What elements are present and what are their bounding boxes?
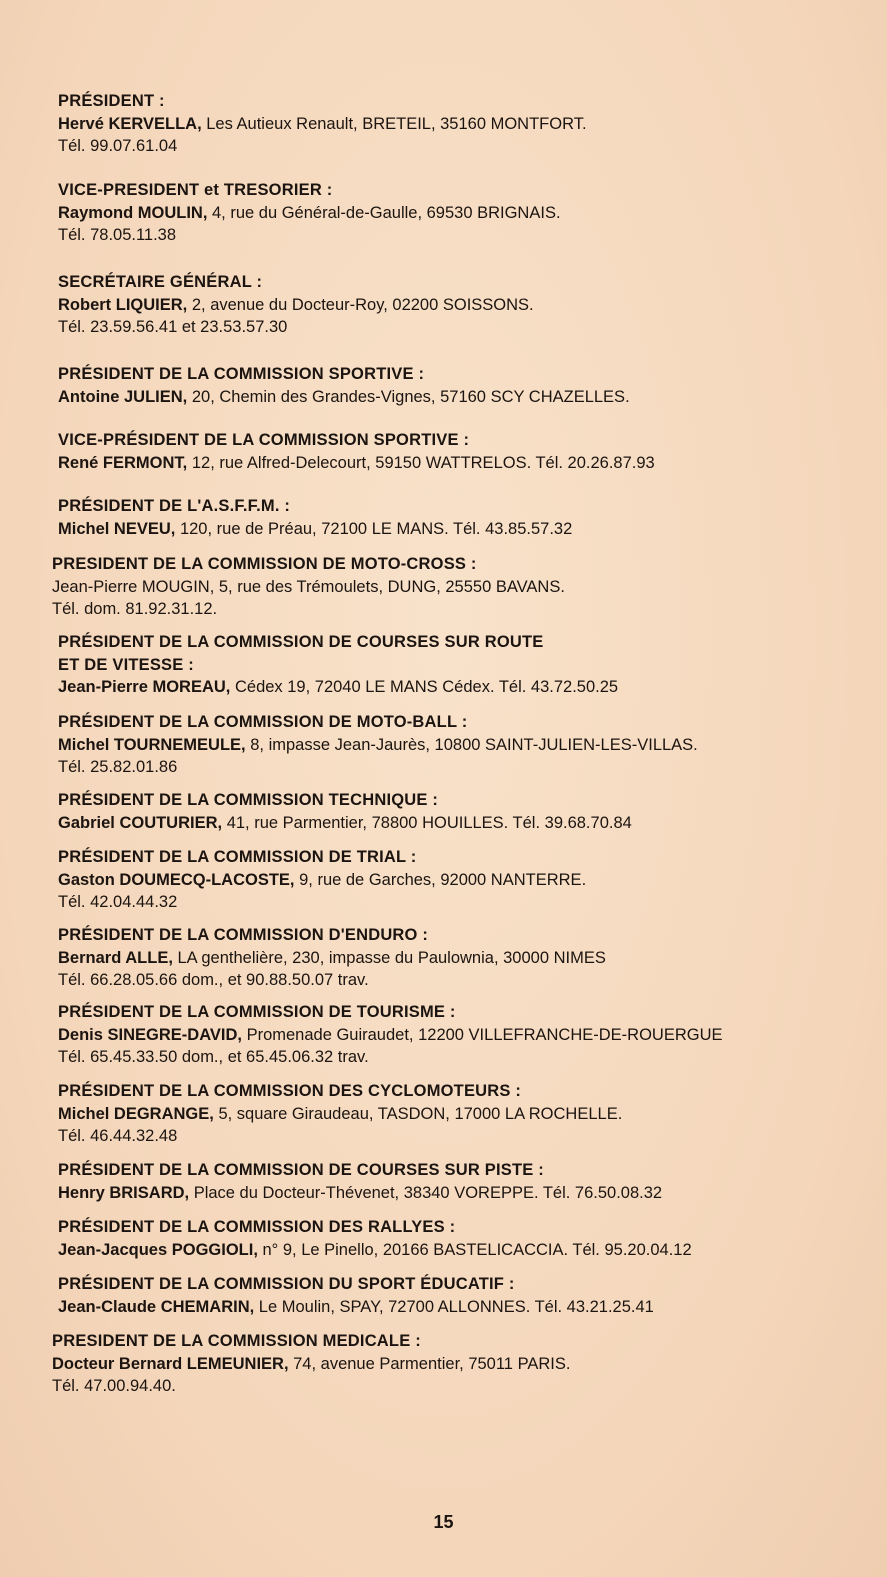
entry-secretary-general <box>58 271 858 339</box>
phone-text: Tél. 42.04.44.32 <box>58 893 178 911</box>
entry-line <box>58 869 858 892</box>
address-text: 4, rue du Général-de-Gaulle, 69530 BRIGNAIS. <box>207 203 561 222</box>
entry-title: PRESIDENT DE LA COMMISSION MEDICALE : <box>52 1332 421 1350</box>
entry-rally-commission <box>58 1216 858 1261</box>
entry-line <box>58 969 858 992</box>
entry-title: PRÉSIDENT DE LA COMMISSION DE TRIAL : <box>58 848 417 866</box>
person-name: Raymond MOULIN, <box>58 203 208 222</box>
entry-line <box>52 576 852 599</box>
address-text: 9, rue de Garches, 92000 NANTERRE. <box>294 870 587 889</box>
address-text: 20, Chemin des Grandes-Vignes, 57160 SCY CHAZELLES. <box>187 387 630 406</box>
entry-title: PRÉSIDENT DE LA COMMISSION DE TOURISME : <box>58 1003 456 1021</box>
address-text: Place du Docteur-Thévenet, 38340 VOREPPE. Tél. 76.50.08.32 <box>189 1183 663 1202</box>
phone-text: Tél. dom. 81.92.31.12. <box>52 600 218 618</box>
person-name: Denis SINEGRE-DAVID, <box>58 1025 242 1044</box>
person-name: Jean-Jacques POGGIOLI, <box>58 1240 258 1259</box>
address-text: Promenade Guiraudet, 12200 VILLEFRANCHE-DE-ROUERGUE <box>241 1025 723 1044</box>
entry-title: SECRÉTAIRE GÉNÉRAL : <box>58 273 263 291</box>
entry-vice-president-treasurer <box>58 179 858 247</box>
entry-line <box>58 294 858 317</box>
entry-moped-commission <box>58 1080 858 1148</box>
entry-medical-commission <box>52 1330 852 1398</box>
phone-text: Tél. 65.45.33.50 dom., et 65.45.06.32 trav. <box>58 1048 369 1066</box>
entry-line <box>58 316 858 339</box>
entry-tourism-commission <box>58 1001 858 1069</box>
address-text: 120, rue de Préau, 72100 LE MANS. Tél. 43.85.57.32 <box>175 519 573 538</box>
entry-technical-commission <box>58 789 858 834</box>
entry-title: PRÉSIDENT DE LA COMMISSION TECHNIQUE : <box>58 791 439 809</box>
entry-title: PRÉSIDENT : <box>58 92 165 110</box>
page-number: 15 <box>433 1512 454 1532</box>
person-name: Henry BRISARD, <box>58 1183 190 1202</box>
entry-road-racing-commission <box>58 631 858 699</box>
entry-line <box>58 1239 858 1262</box>
entry-sport-commission-president <box>58 363 858 408</box>
entry-title: PRÉSIDENT DE LA COMMISSION DE COURSES SUR ROUTE <box>58 633 544 651</box>
entry-title: PRÉSIDENT DE LA COMMISSION D'ENDURO : <box>58 926 429 944</box>
entry-line <box>58 676 858 699</box>
entry-title: PRÉSIDENT DE LA COMMISSION DES RALLYES : <box>58 1218 456 1236</box>
person-name: Docteur Bernard LEMEUNIER, <box>52 1354 289 1373</box>
entry-motoball-commission <box>58 711 858 779</box>
phone-text: Tél. 78.05.11.38 <box>58 226 177 244</box>
entry-president <box>58 90 858 158</box>
person-name: Hervé KERVELLA, <box>58 114 202 133</box>
entry-sport-commission-vice-president <box>58 429 858 474</box>
entry-asffm-president <box>58 495 858 540</box>
entry-line <box>58 947 858 970</box>
phone-text: Tél. 46.44.32.48 <box>58 1127 178 1145</box>
person-name: Bernard ALLE, <box>58 948 173 967</box>
entry-line <box>58 734 858 757</box>
entry-line <box>58 224 858 247</box>
address-text: Les Autieux Renault, BRETEIL, 35160 MONTFORT. <box>201 114 587 133</box>
entry-line <box>58 113 858 136</box>
address-text: 12, rue Alfred-Delecourt, 59150 WATTRELOS. Tél. 20.26.87.93 <box>187 453 655 472</box>
phone-text: Tél. 23.59.56.41 et 23.53.57.30 <box>58 318 288 336</box>
entry-line <box>58 1182 858 1205</box>
entry-line <box>58 1296 858 1319</box>
entry-line <box>52 1353 852 1376</box>
address-text: 8, impasse Jean-Jaurès, 10800 SAINT-JULIEN-LES-VILLAS. <box>245 735 698 754</box>
person-name: Jean-Claude CHEMARIN, <box>58 1297 255 1316</box>
entry-line <box>52 598 852 621</box>
entry-title: PRÉSIDENT DE LA COMMISSION DES CYCLOMOTEURS : <box>58 1082 522 1100</box>
entry-line <box>58 1024 858 1047</box>
phone-text: Tél. 66.28.05.66 dom., et 90.88.50.07 trav. <box>58 971 369 989</box>
entry-title: PRÉSIDENT DE L'A.S.F.F.M. : <box>58 497 291 515</box>
person-name: René FERMONT, <box>58 453 188 472</box>
person-name: Jean-Pierre MOREAU, <box>58 678 231 696</box>
entry-line <box>58 202 858 225</box>
address-text: Cédex 19, 72040 LE MANS Cédex. Tél. 43.72.50.25 <box>230 678 619 696</box>
person-name: Gaston DOUMECQ-LACOSTE, <box>58 870 295 889</box>
phone-text: Tél. 25.82.01.86 <box>58 758 178 776</box>
entry-trial-commission <box>58 846 858 914</box>
entry-line <box>58 1125 858 1148</box>
entry-educational-sport-commission <box>58 1273 858 1318</box>
person-name: Michel TOURNEMEULE, <box>58 735 246 754</box>
entry-line <box>58 518 858 541</box>
person-name: Robert LIQUIER, <box>58 295 188 314</box>
entry-title: PRESIDENT DE LA COMMISSION DE MOTO-CROSS : <box>52 555 477 573</box>
address-text: 41, rue Parmentier, 78800 HOUILLES. Tél. 39.68.70.84 <box>222 813 632 832</box>
person-name: Antoine JULIEN, <box>58 387 188 406</box>
address-text: Le Moulin, SPAY, 72700 ALLONNES. Tél. 43.21.25.41 <box>254 1297 654 1316</box>
entry-line <box>58 812 858 835</box>
entry-title: VICE-PRESIDENT et TRESORIER : <box>58 181 333 199</box>
entry-line <box>58 1103 858 1126</box>
entry-line <box>52 1375 852 1398</box>
entry-line <box>58 135 858 158</box>
entry-line <box>58 386 858 409</box>
entry-title: VICE-PRÉSIDENT DE LA COMMISSION SPORTIVE : <box>58 431 470 449</box>
entry-motocross-commission <box>52 553 852 621</box>
phone-text: Tél. 99.07.61.04 <box>58 137 178 155</box>
entry-title: PRÉSIDENT DE LA COMMISSION DE COURSES SUR PISTE : <box>58 1161 544 1179</box>
person-name: Michel NEVEU, <box>58 519 176 538</box>
phone-text: Tél. 47.00.94.40. <box>52 1377 176 1395</box>
entry-line <box>58 1046 858 1069</box>
address-text: 2, avenue du Docteur-Roy, 02200 SOISSONS. <box>187 295 534 314</box>
person-name: Michel DEGRANGE, <box>58 1104 214 1123</box>
entry-line <box>58 452 858 475</box>
person-name: Gabriel COUTURIER, <box>58 813 223 832</box>
entry-line <box>58 756 858 779</box>
address-text: 74, avenue Parmentier, 75011 PARIS. <box>288 1354 571 1373</box>
entry-title-continued: ET DE VITESSE : <box>58 655 194 674</box>
entry-title: PRÉSIDENT DE LA COMMISSION DE MOTO-BALL : <box>58 713 468 731</box>
address-text: LA genthelière, 230, impasse du Paulownia, 30000 NIMES <box>172 948 606 967</box>
entry-line <box>58 891 858 914</box>
address-text: Jean-Pierre MOUGIN, 5, rue des Trémoulets, DUNG, 25550 BAVANS. <box>52 577 565 596</box>
entry-track-racing-commission <box>58 1159 858 1204</box>
address-text: n° 9, Le Pinello, 20166 BASTELICACCIA. Tél. 95.20.04.12 <box>257 1240 692 1259</box>
entry-title: PRÉSIDENT DE LA COMMISSION DU SPORT ÉDUCATIF : <box>58 1275 515 1293</box>
address-text: 5, square Giraudeau, TASDON, 17000 LA ROCHELLE. <box>213 1104 623 1123</box>
entry-title: PRÉSIDENT DE LA COMMISSION SPORTIVE : <box>58 365 425 383</box>
entry-enduro-commission <box>58 924 858 992</box>
